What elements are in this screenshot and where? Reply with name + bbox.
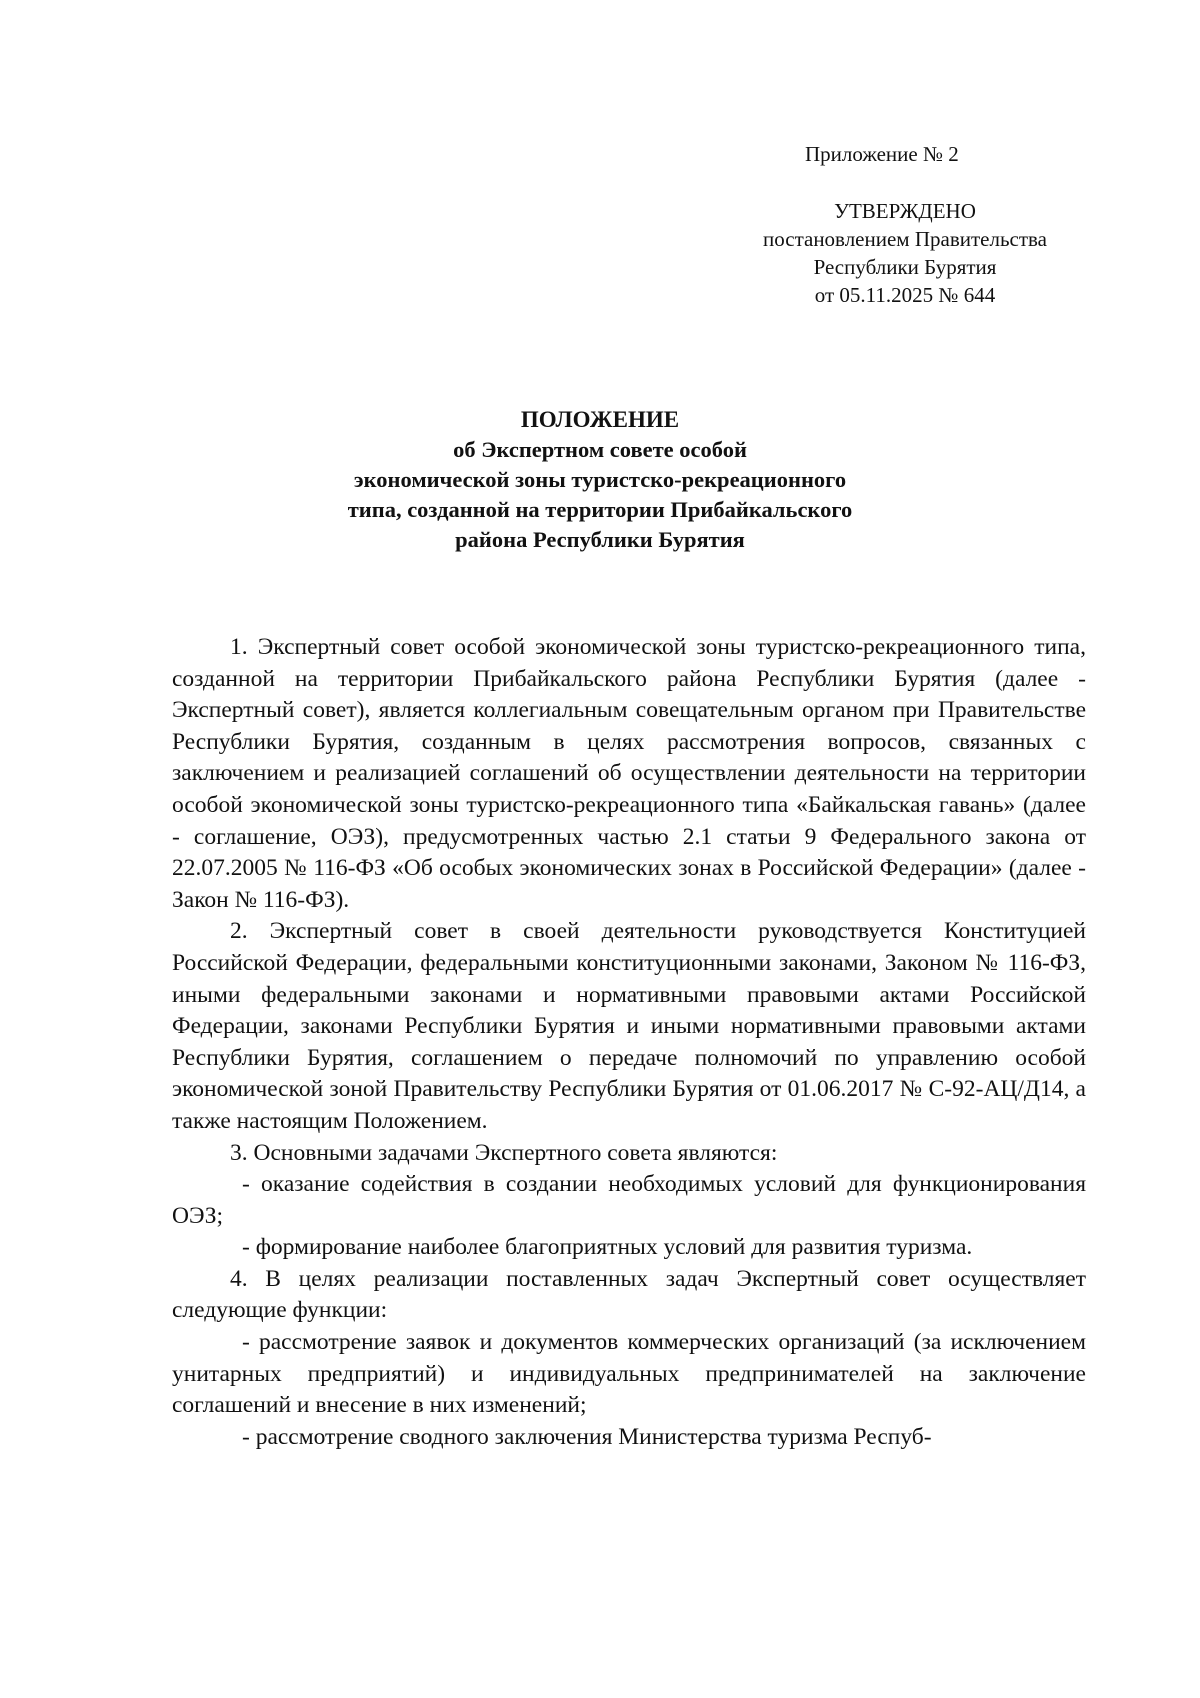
approved-date: от 05.11.2025 № 644 [814,283,996,307]
approval-details [725,197,1085,309]
paragraph-4: 4. В целях реализации поставленных задач Экспертный совет осуществляет следующие функции: [172,1265,1086,1324]
approved-by-line-1: постановлением Правительства [762,227,1047,251]
document-title-line-4: района Республики Бурятия [455,527,745,552]
list-item-task-1: - оказание содействия в создании необходимых условий для функционирования ОЭЗ; [172,1171,1086,1229]
paragraph-3: 3. Основными задачами Экспертного совета являются: [230,1139,778,1166]
paragraph-1: 1. Экспертный совет особой экономической зоны туристско-рекреационного типа, созданной на территории Прибайкальского района Республики Бурятия (далее - Экспертный совет), является коллегиальным совещательным органом при Правительстве Республики Бурятия, созданным в целях рассмотрения вопросов, связанных с заключением и реализацией соглашений об осуществлении деятельности на территории особой экономической зоны туристско-рекреационного типа «Байкальская гавань» (далее - соглашение, ОЭЗ), предусмотренных частью 2.1 статьи 9 Федерального закона от 22.07.2005 № 116-ФЗ «Об особых экономических зонах в Российской Федерации» (далее - Закон № 116-ФЗ). [172,634,1086,913]
approved-by-line-2: Республики Бурятия [813,255,997,279]
document-title-line-1: об Экспертном совете особой [453,437,747,462]
document-title-line-3: типа, созданной на территории Прибайкальского [347,497,853,522]
approved-label: УТВЕРЖДЕНО [834,199,976,223]
list-item-task-2: - формирование наиболее благоприятных условий для развития туризма. [242,1234,973,1261]
document-title-line-2: экономической зоны туристско-рекреационного [353,467,847,492]
annex-number: Приложение № 2 [805,142,959,166]
paragraph-2: 2. Экспертный совет в своей деятельности руководствуется Конституцией Российской Федерации, федеральными конституционными законами, Законом № 116-ФЗ, иными федеральными законами и нормативными правовыми актами Российской Федерации, законами Республики Бурятия и иными нормативными правовыми актами Республики Бурятия, соглашением о передаче полномочий по управлению особой экономической зоной Правительству Республики Бурятия от 01.06.2017 № С-92-АЦ/Д14, а также настоящим Положением. [172,918,1086,1134]
list-item-function-1: - рассмотрение заявок и документов коммерческих организаций (за исключением унитарных предприятий) и индивидуальных предпринимателей на заключение соглашений и внесение в них изменений; [172,1329,1086,1419]
list-item-function-2: - рассмотрение сводного заключения Министерства туризма Респуб- [242,1423,932,1450]
document-title [170,405,1030,555]
document-title-main: ПОЛОЖЕНИЕ [520,407,680,432]
document-body [172,632,1086,1453]
